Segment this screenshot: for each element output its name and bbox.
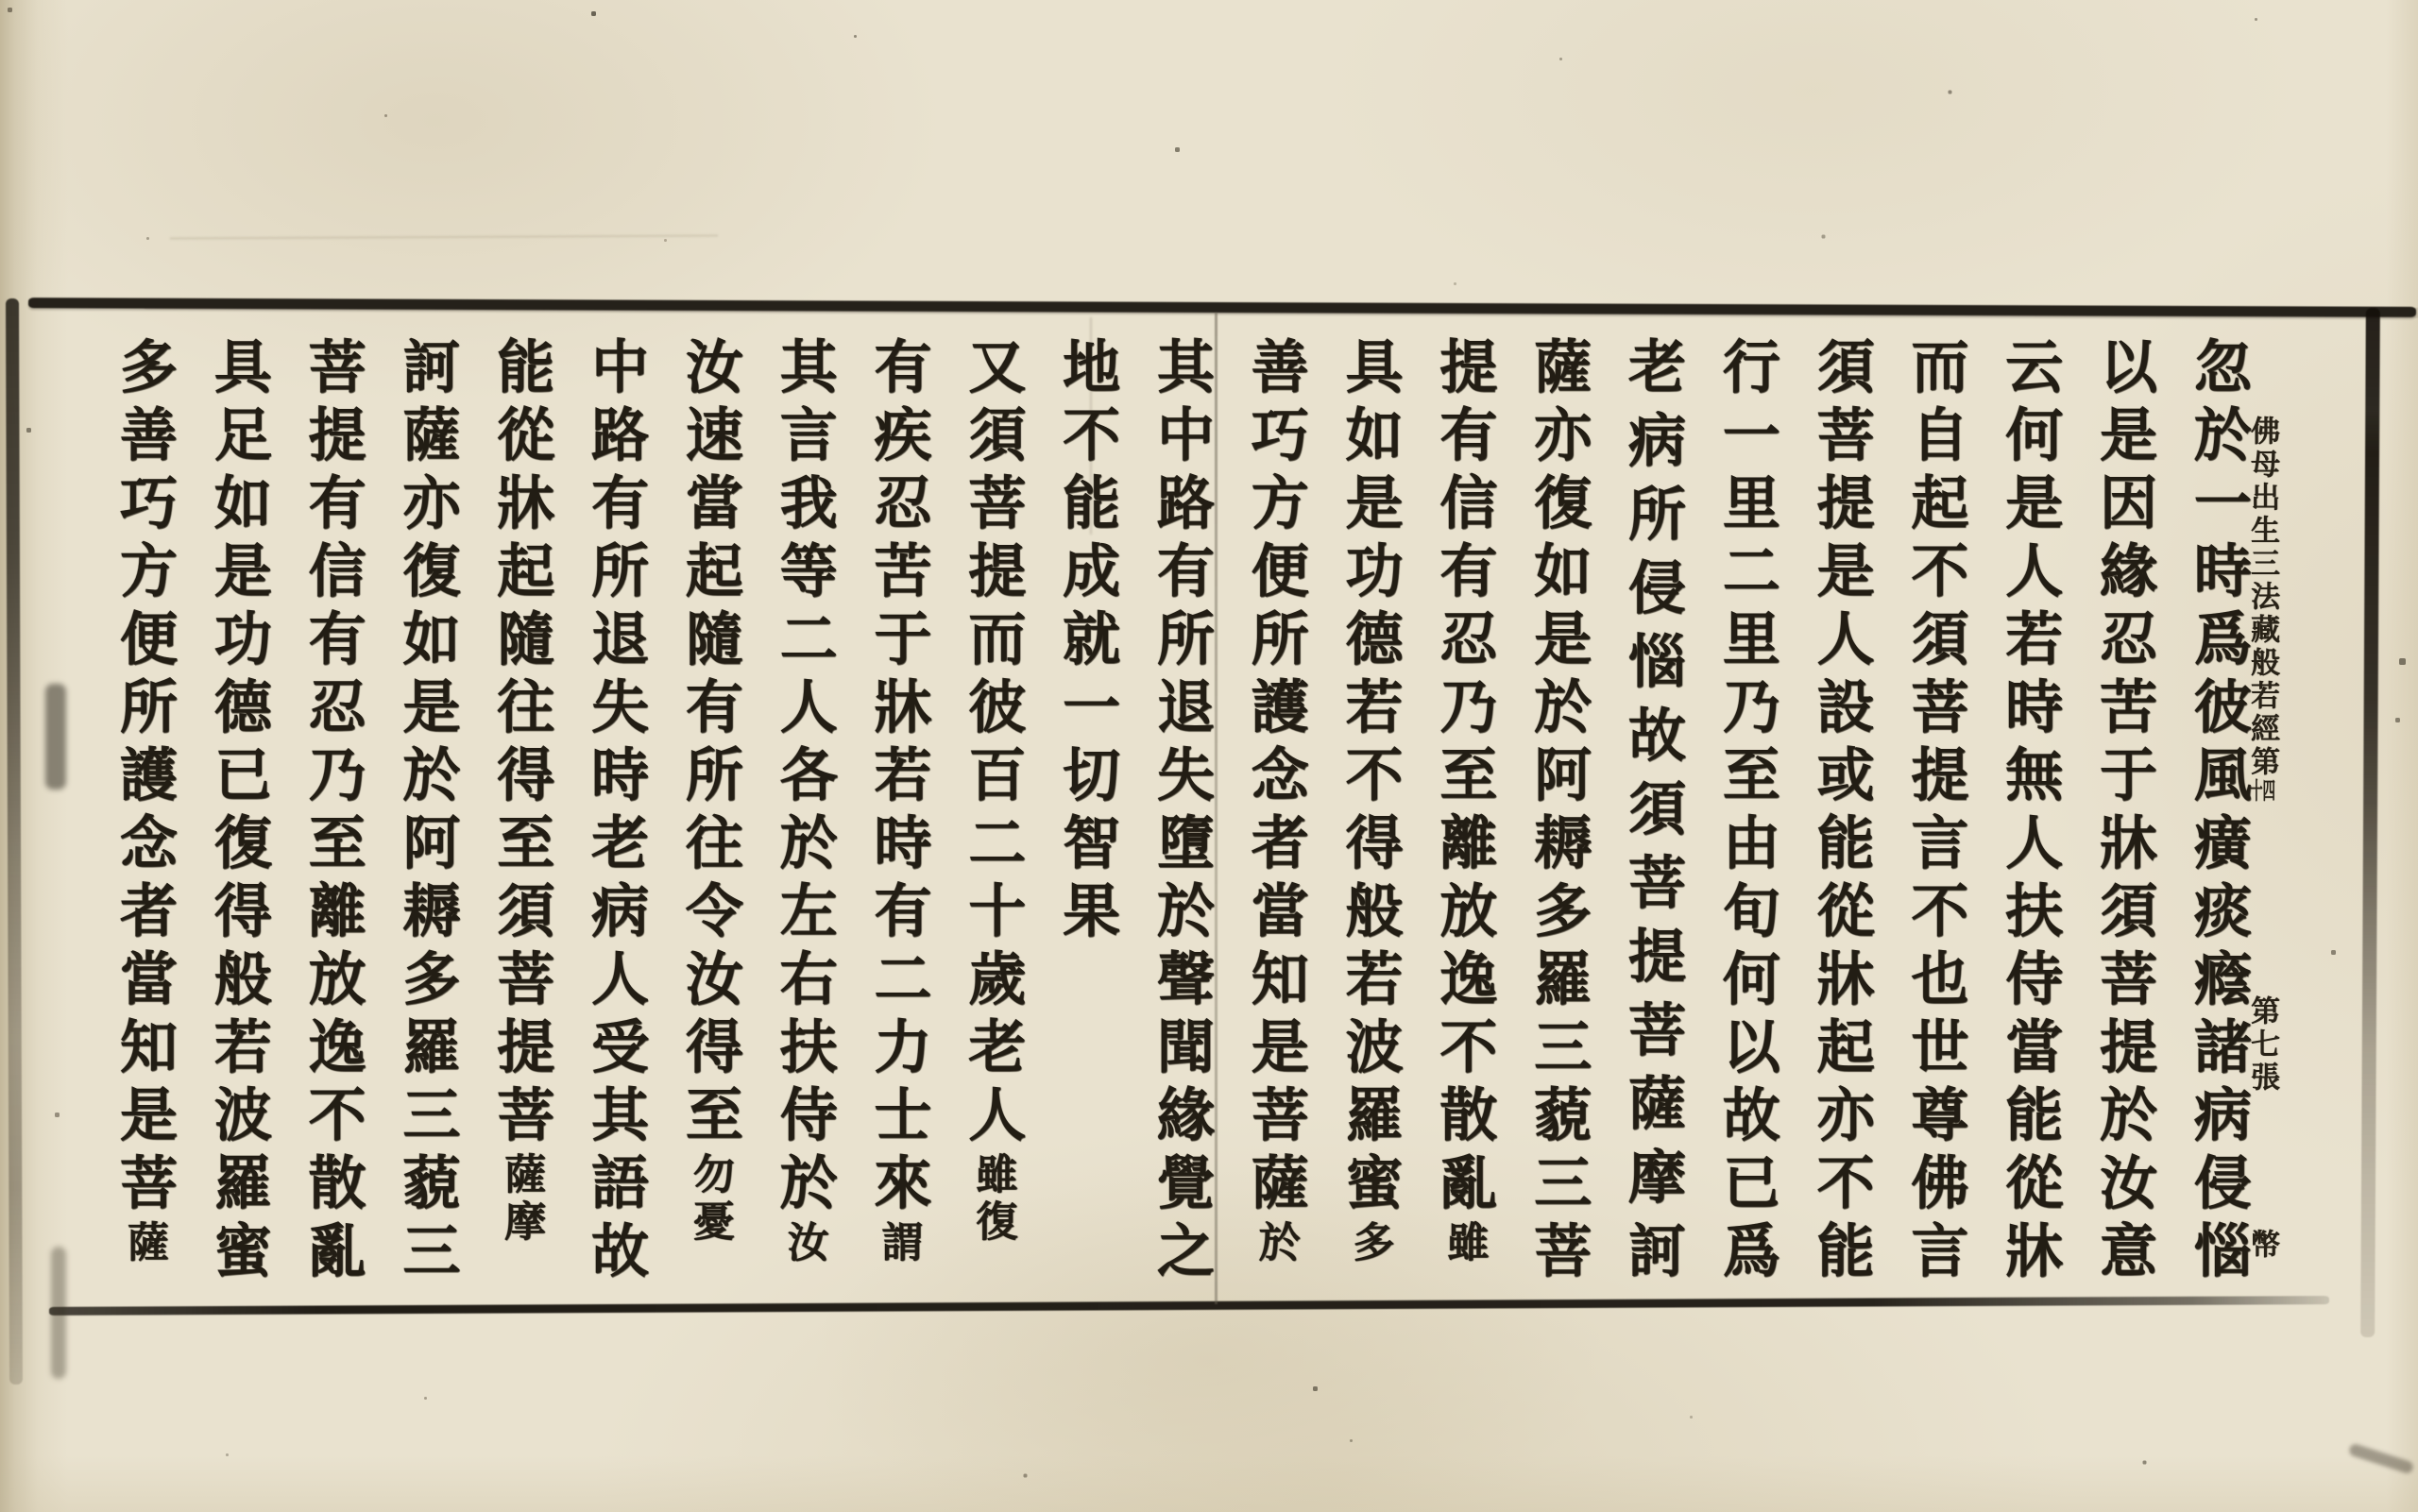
text-column: 其言我等二人各於左右扶侍於汝 [770, 336, 838, 1267]
ink-smudge [2348, 1443, 2415, 1475]
marker-title: 佛母出生三法藏般若經第 [2245, 416, 2279, 779]
text-column: 有疾忍苦于牀若時有二力士來謂 [864, 336, 932, 1267]
marker-case-character: 幣 [2245, 1229, 2279, 1263]
text-column: 而自起不須菩提言不也世尊佛言 [1901, 336, 1969, 1288]
ink-smudge [51, 1247, 66, 1379]
text-column: 善巧方便所護念者當知是菩薩於 [1241, 336, 1309, 1267]
text-column: 薩亦復如是於阿耨多羅三藐三菩 [1524, 336, 1592, 1288]
paper-specks [0, 0, 1, 1]
paper-crease [170, 234, 718, 239]
text-column: 具如是功德若不得般若波羅蜜多 [1336, 336, 1404, 1267]
marker-sheet-label: 第七張 [2245, 995, 2279, 1096]
text-column: 以是因緣忍苦于牀須菩提於汝意 [2090, 336, 2158, 1288]
text-column: 忽於一時爲彼風癀痰癊諸病侵惱 [2184, 336, 2252, 1288]
text-column: 須菩提是人設或能從牀起亦不能 [1807, 336, 1875, 1288]
text-column: 行一里二里乃至由旬何以故已爲 [1712, 336, 1780, 1288]
frame-top-rule [28, 297, 2416, 317]
text-column: 訶薩亦復如是於阿耨多羅三藐三 [393, 336, 461, 1288]
text-column: 多善巧方便所護念者當知是菩薩 [111, 336, 178, 1267]
frame-left-border [6, 298, 23, 1385]
text-column: 其中路有所退失墮於聲聞緣覺之 [1147, 336, 1215, 1288]
text-column: 菩提有信有忍乃至離放逸不散亂 [298, 336, 366, 1288]
text-column: 具足如是功德已復得般若波羅蜜 [204, 336, 272, 1288]
text-column: 汝速當起隨有所往令汝得至勿憂 [675, 336, 743, 1247]
marker-volume-number: 十四 [2250, 779, 2275, 803]
text-column: 提有信有忍乃至離放逸不散亂雖 [1430, 336, 1498, 1267]
sutra-text-block [110, 336, 2252, 1309]
ink-smudge [45, 684, 66, 790]
text-column: 又須菩提而彼百二十歲老人雖復 [959, 336, 1027, 1247]
text-column: 能從牀起隨往得至須菩提菩薩摩 [487, 336, 555, 1247]
text-column: 地不能成就一切智果 [1053, 336, 1121, 948]
text-column: 老病所侵惱故須菩提菩薩摩訶 [1619, 336, 1686, 1294]
text-column: 云何是人若時無人扶侍當能從牀 [1996, 336, 2064, 1288]
frame-right-border [2360, 308, 2380, 1337]
text-column: 中路有所退失時老病人受其語故 [582, 336, 650, 1288]
